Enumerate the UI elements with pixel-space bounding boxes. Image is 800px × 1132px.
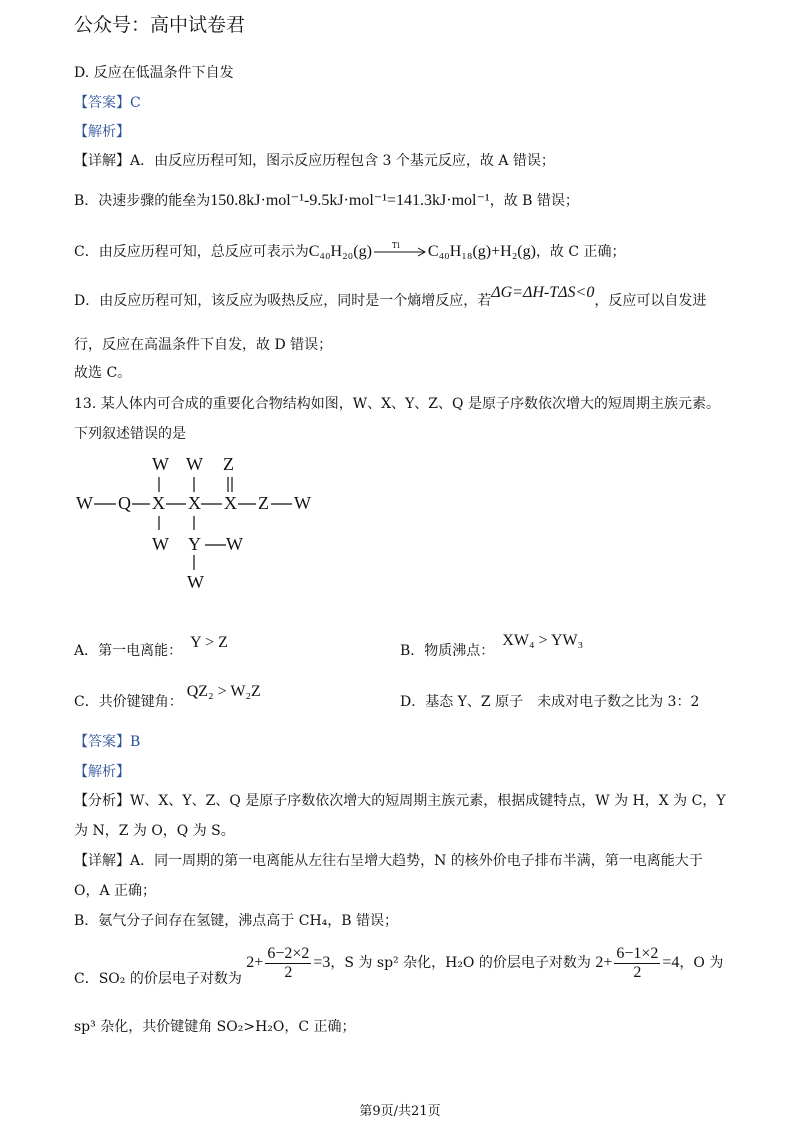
q13-detail-c [74,945,724,988]
q13-option-a [74,634,228,660]
q13-detail-c-line2: sp³ 杂化，共价键键角 SO₂>H₂O，C 正确； [74,1019,356,1035]
q12-detail-b-formula: 150.8kJ·mol⁻¹-9.5kJ·mol⁻¹=141.3kJ·mol⁻¹ [210,192,490,209]
q12-answer-label: 【答案】C [74,95,141,111]
q12-detail-c-products: C₄₀H₁₈(g)+H₂(g) [427,243,536,260]
q12-reaction-arrow [372,241,428,259]
q13-option-a-formula: Y > Z [190,634,228,651]
atom-w-bottom-1: W [152,534,169,554]
atom-y: Y [188,534,201,554]
atom-w-top-1: W [152,454,169,474]
frac2-denominator: 2 [633,964,642,981]
frac1-numerator: 6−2×2 [267,945,310,962]
q13-analysis-line2: 为 N，Z 为 O，Q 为 S。 [74,823,235,839]
q12-detail-d-prefix: D．由反应历程可知，该反应为吸热反应，同时是一个熵增反应，若 [74,293,492,309]
q12-detail-c-prefix: C．由反应历程可知，总反应可表示为 [74,244,309,260]
q12-detail-d-formula: ΔG=ΔH-TΔS<0 [491,284,595,301]
q12-detail-b-prefix: B．决速步骤的能垒为 [74,193,211,209]
q13-detail-c-prefix: C．SO₂ 的价层电子对数为 [74,971,242,988]
q12-detail-d-line2: 行，反应在高温条件下自发，故 D 错误； [74,337,333,353]
atom-x-1: X [152,493,165,513]
atom-x-3: X [224,493,237,513]
atom-w-bottom-2: W [187,572,204,592]
q12-detail-c-reactant: C₄₀H₂₀(g) [308,243,372,260]
q13-detail-c-suffix: ，O 为 [679,955,724,972]
frac1-lead: 2+ [246,954,264,972]
atom-z-top: Z [223,454,234,474]
q13-option-a-label: A．第一电离能： [74,643,183,659]
q13-detail-a-line2: O，A 正确； [74,883,157,899]
atom-w-on-y: W [226,534,243,554]
q12-detail-d [74,284,707,310]
frac1-denominator: 2 [284,964,293,981]
q12-option-d: D. 反应在低温条件下自发 [74,65,234,81]
q12-detail-b-suffix: ，故 B 错误； [489,193,579,209]
q12-detail-c-suffix: ，故 C 正确； [535,244,626,260]
q13-structure-diagram [70,450,330,600]
q13-analysis-line1: 【分析】W、X、Y、Z、Q 是原子序数依次增大的短周期主族元素，根据成键特点，W 为 H，X 为 C，Y [74,793,726,809]
q13-option-c-label: C．共价键键角： [74,694,183,710]
atom-q: Q [118,493,131,513]
q13-detail-c-mid: ，S 为 sp² 杂化，H₂O 的价层电子对数为 [330,955,591,972]
page-header: 公众号：高中试卷君 [74,14,246,36]
q13-option-c [74,683,261,711]
q13-option-d: D．基态 Y、Z 原子 未成对电子数之比为 3：2 [400,694,700,710]
q12-conclusion: 故选 C。 [74,365,132,381]
arrow-icon [372,245,428,259]
frac2 [614,945,660,982]
frac2-numerator: 6−1×2 [616,945,659,962]
q12-analysis-label: 【解析】 [74,124,130,140]
page-footer: 第9页/共21页 [359,1104,441,1119]
q12-detail-d-suffix: ，反应可以自发进 [594,293,707,309]
atom-w-left: W [76,493,93,513]
q13-option-c-formula: QZ₂ > W₂Z [186,683,261,700]
frac1 [265,945,311,982]
q12-detail-a: 【详解】A．由反应历程可知，图示反应历程包含 3 个基元反应，故 A 错误； [74,153,555,169]
atom-w-top-2: W [186,454,203,474]
q13-analysis-label: 【解析】 [74,764,130,780]
atom-z-main: Z [258,493,269,513]
q13-option-b [400,632,584,660]
q13-option-b-label: B．物质沸点： [400,643,495,659]
q12-detail-c [74,243,626,261]
q12-detail-b [74,192,579,210]
frac1-result: =3 [313,954,331,972]
frac2-lead: 2+ [595,954,613,972]
q13-detail-a-line1: 【详解】A．同一周期的第一电离能从左往右呈增大趋势，N 的核外价电子排布半满，第一电离能大于 [74,853,703,869]
q12-catalyst-label: Ti [391,241,400,250]
q13-answer-label: 【答案】B [74,734,141,750]
q13-stem-line1: 13. 某人体内可合成的重要化合物结构如图，W、X、Y、Z、Q 是原子序数依次增大的短周期主族元素。 [74,396,720,412]
atom-x-2: X [188,493,201,513]
q13-stem-line2: 下列叙述错误的是 [74,426,186,442]
q13-detail-b: B．氨气分子间存在氢键，沸点高于 CH₄，B 错误； [74,913,399,929]
atom-w-right: W [294,493,311,513]
frac2-result: =4 [662,954,680,972]
q13-option-b-formula: XW₄ > YW₃ [502,632,584,649]
